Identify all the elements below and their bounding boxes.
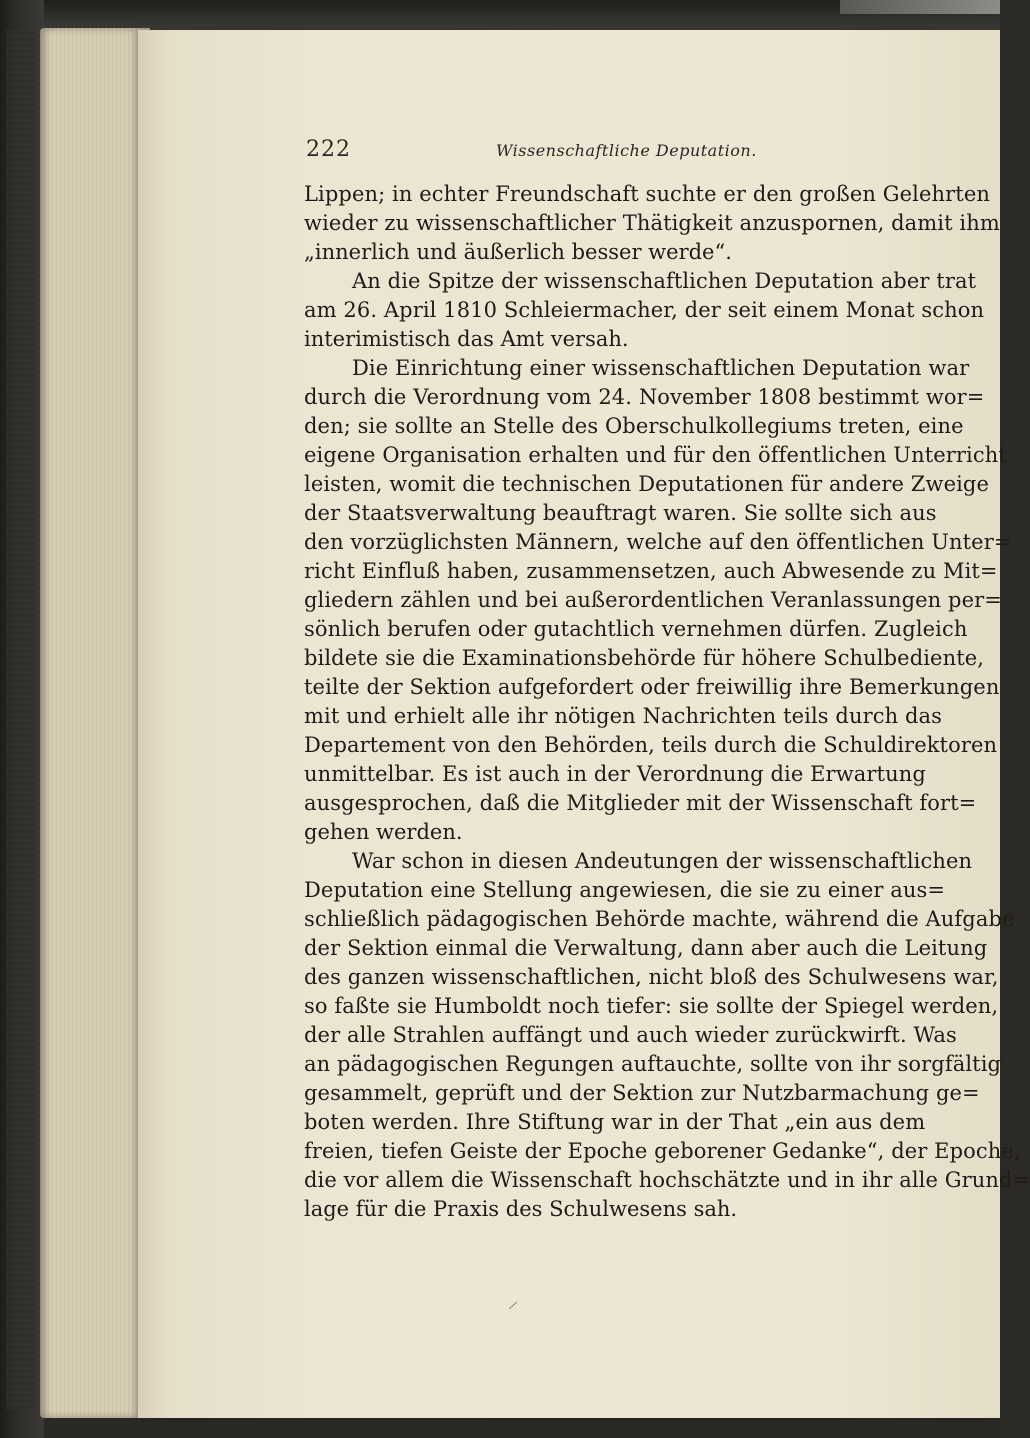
scanner-bed-corner [840, 0, 1000, 14]
text-line: der alle Strahlen auffängt und auch wieder zurückwirft. Was [304, 1023, 957, 1047]
text-line: lage für die Praxis des Schulwesens sah. [304, 1197, 738, 1221]
text-line: boten werden. Ihre Stiftung war in der That „ein aus dem [304, 1110, 926, 1134]
text-line: des ganzen wissenschaftlichen, nicht bloß des Schulwesens war, [304, 965, 999, 989]
text-line: sönlich berufen oder gutachtlich vernehmen dürfen. Zugleich [304, 617, 968, 641]
text-line: An die Spitze der wissenschaftlichen Deputation aber trat [352, 269, 977, 293]
text-line: „innerlich und äußerlich besser werde“. [304, 240, 732, 264]
text-line: Die Einrichtung einer wissenschaftlichen Deputation war [352, 356, 970, 380]
text-line: teilte der Sektion aufgefordert oder freiwillig ihre Bemerkungen [304, 675, 1000, 699]
text-line: gesammelt, geprüft und der Sektion zur Nutzbarmachung ge= [304, 1081, 980, 1105]
text-line: an pädagogischen Regungen auftauchte, sollte von ihr sorgfältig [304, 1052, 1002, 1076]
text-line: den; sie sollte an Stelle des Oberschulkollegiums treten, eine [304, 414, 964, 438]
text-line: interimistisch das Amt versah. [304, 327, 629, 351]
text-line: bildete sie die Examinationsbehörde für höhere Schulbediente, [304, 646, 985, 670]
text-line: so faßte sie Humboldt noch tiefer: sie sollte der Spiegel werden, [304, 994, 999, 1018]
page-number: 222 [306, 137, 351, 162]
page-edges [40, 28, 150, 1418]
text-line: die vor allem die Wissenschaft hochschätzte und in ihr alle Grund= [304, 1168, 1030, 1192]
text-line: mit und erhielt alle ihr nötigen Nachrichten teils durch das [304, 704, 943, 728]
text-line: am 26. April 1810 Schleiermacher, der seit einem Monat schon [304, 298, 985, 322]
book-cover-edge [0, 0, 44, 1438]
text-line: leisten, womit die technischen Deputationen für andere Zweige [304, 472, 989, 496]
text-line: ausgesprochen, daß die Mitglieder mit der Wissenschaft fort= [304, 791, 977, 815]
text-line: Lippen; in echter Freundschaft suchte er den großen Gelehrten [304, 182, 990, 206]
text-line: eigene Organisation erhalten und für den öffentlichen Unterricht [304, 443, 1007, 467]
text-line: gehen werden. [304, 820, 463, 844]
text-line: der Staatsverwaltung beauftragt waren. Sie sollte sich aus [304, 501, 937, 525]
text-line: den vorzüglichsten Männern, welche auf den öffentlichen Unter= [304, 530, 1012, 554]
text-line: Departement von den Behörden, teils durch die Schuldirektoren [304, 733, 998, 757]
text-line: freien, tiefen Geiste der Epoche geborener Gedanke“, der Epoche, [304, 1139, 1021, 1163]
page-header [306, 137, 906, 167]
text-line: der Sektion einmal die Verwaltung, dann aber auch die Leitung [304, 936, 988, 960]
text-line: gliedern zählen und bei außerordentlichen Veranlassungen per= [304, 588, 1002, 612]
text-line: unmittelbar. Es ist auch in der Verordnung die Erwartung [304, 762, 926, 786]
text-line: Deputation eine Stellung angewiesen, die sie zu einer aus= [304, 878, 946, 902]
text-line: richt Einfluß haben, zusammensetzen, auch Abwesende zu Mit= [304, 559, 998, 583]
text-line: War schon in diesen Andeutungen der wissenschaftlichen [352, 849, 973, 873]
text-line: wieder zu wissenschaftlicher Thätigkeit anzuspornen, damit ihm [304, 211, 1000, 235]
text-line: durch die Verordnung vom 24. November 1808 bestimmt wor= [304, 385, 985, 409]
text-line: schließlich pädagogischen Behörde machte, während die Aufgabe [304, 907, 1015, 931]
running-title: Wissenschaftliche Deputation. [496, 141, 757, 160]
body-text [304, 180, 1030, 1224]
